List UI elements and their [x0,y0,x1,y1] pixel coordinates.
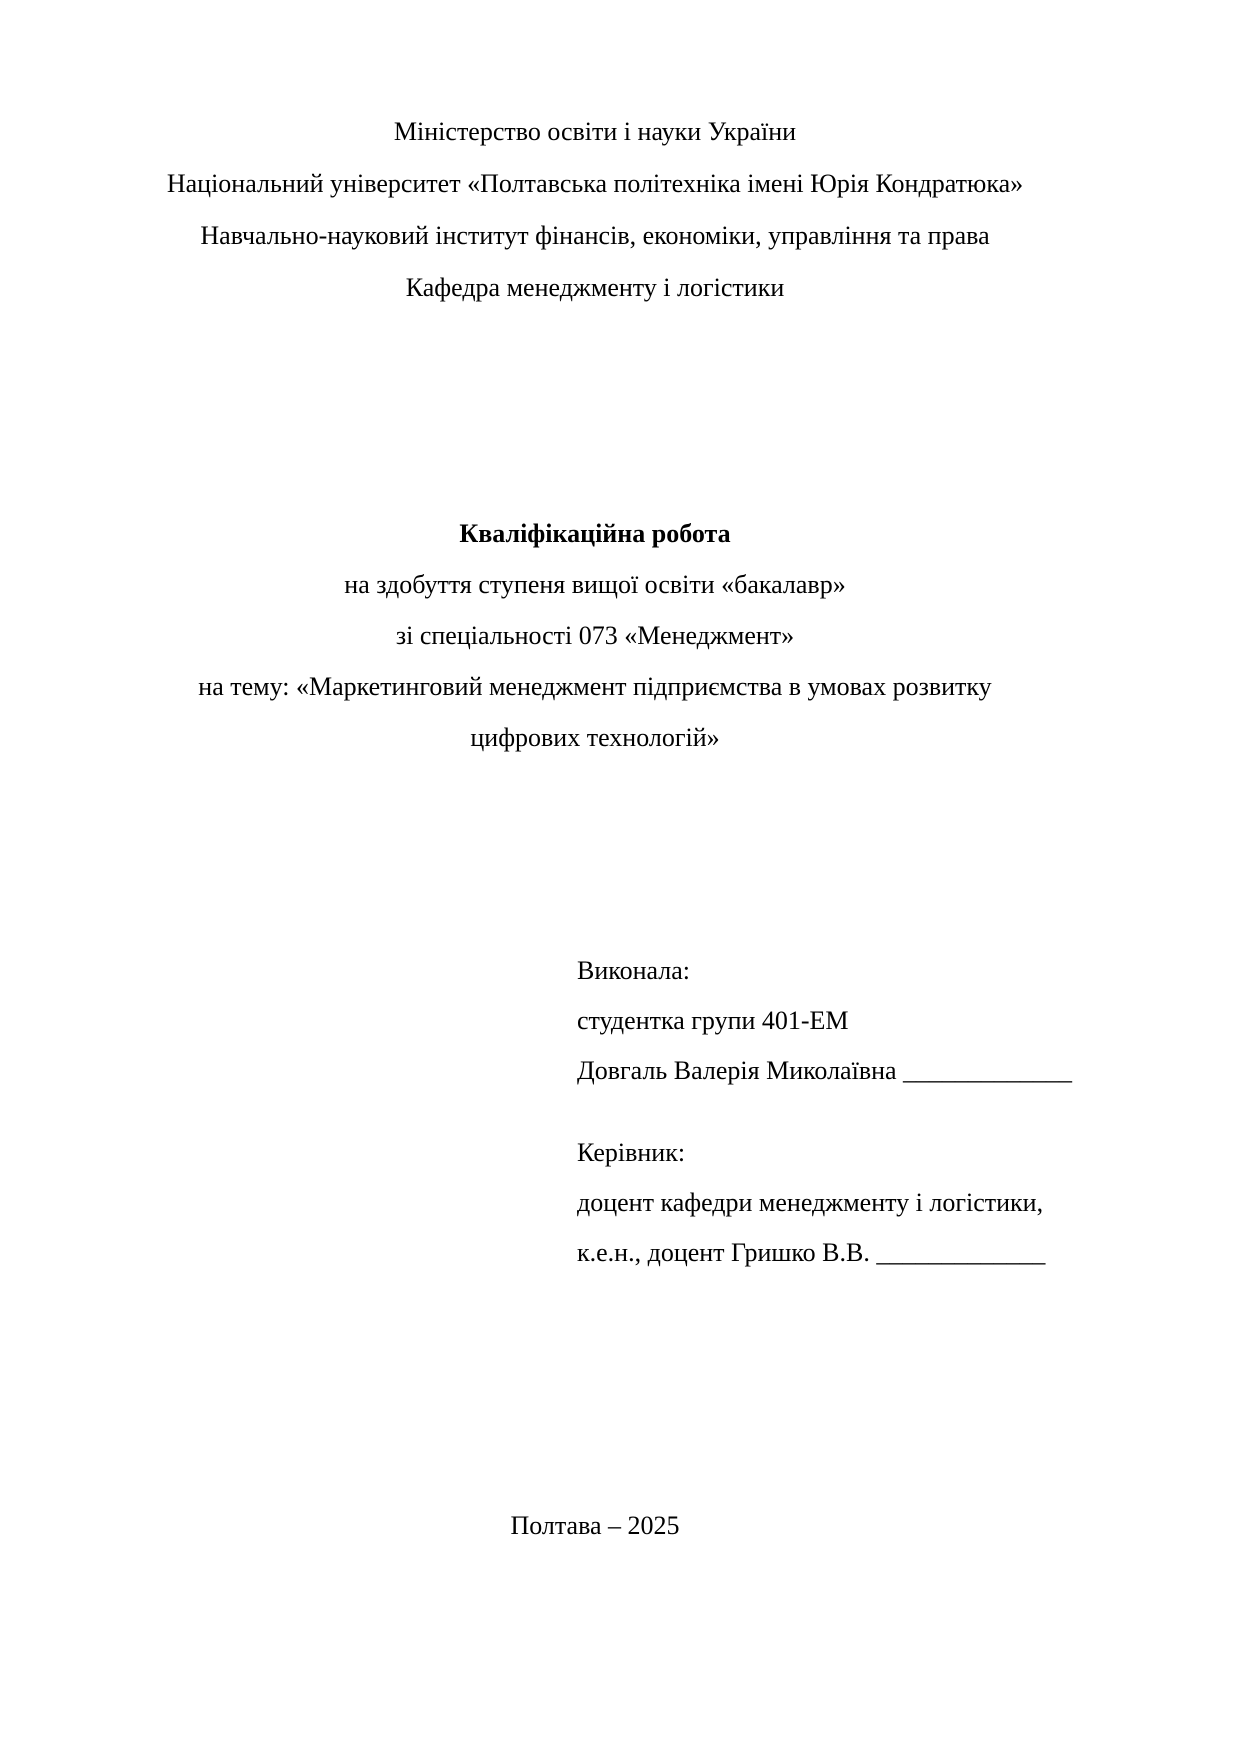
institute-line: Навчально-науковий інститут фінансів, економіки, управління та права [200,221,990,250]
author-group: студентка групи 401-ЕМ [577,1006,849,1035]
supervisor-position: доцент кафедри менеджменту і логістики, [577,1188,1044,1217]
author-label: Виконала: [577,956,690,985]
work-title: Кваліфікаційна робота [459,519,731,548]
specialty-line: зі спеціальності 073 «Менеджмент» [395,621,795,650]
city-year: Полтава – 2025 [510,1511,680,1540]
supervisor-label: Керівник: [577,1138,686,1167]
author-name: Довгаль Валерія Миколаївна _____________ [577,1056,1073,1085]
institution-header [0,106,1190,314]
signers-spacer [577,1096,1217,1128]
topic-line-1: на тему: «Маркетинговий менеджмент підприємства в умовах розвитку [198,672,992,701]
ministry-line: Міністерство освіти і науки України [393,117,797,146]
supervisor-name: к.е.н., доцент Гришко В.В. _____________ [577,1238,1046,1267]
university-line: Національний університет «Полтавська політехніка імені Юрія Кондратюка» [166,169,1024,198]
topic-line-2: цифрових технологій» [470,723,720,752]
work-title-block [0,508,1190,763]
degree-line: на здобуття ступеня вищої освіти «бакалавр» [344,570,846,599]
department-line: Кафедра менеджменту і логістики [405,273,785,302]
signers-block [577,946,1217,1278]
